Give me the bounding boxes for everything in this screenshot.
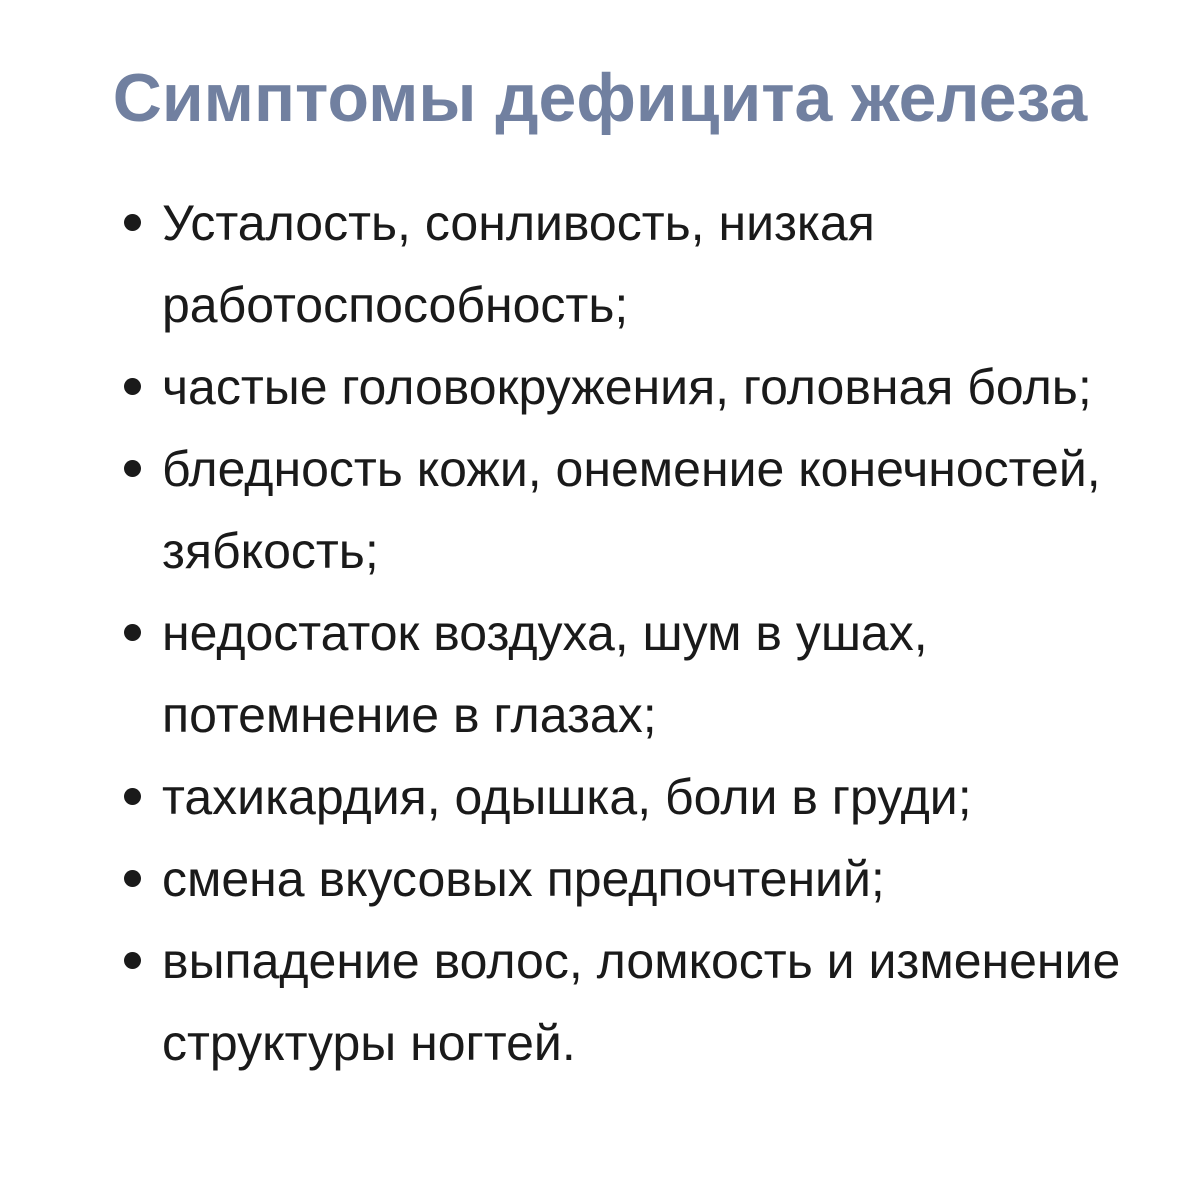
list-item-text: Усталость, сонливость, низкая работоспособность;	[162, 195, 875, 333]
list-item-text: тахикардия, одышка, боли в груди;	[162, 769, 972, 825]
list-item	[120, 182, 1160, 346]
list-item	[120, 346, 1160, 428]
list-item-text: смена вкусовых предпочтений;	[162, 851, 885, 907]
list-item	[120, 838, 1160, 920]
list-item-text: бледность кожи, онемение конечностей, зябкость;	[162, 441, 1101, 579]
list-item-text: недостаток воздуха, шум в ушах, потемнение в глазах;	[162, 605, 928, 743]
list-item	[120, 920, 1160, 1084]
list-item	[120, 428, 1160, 592]
bullet-icon	[124, 460, 141, 477]
bullet-icon	[124, 624, 141, 641]
symptoms-list	[120, 182, 1160, 1084]
list-item-text: выпадение волос, ломкость и изменение структуры ногтей.	[162, 933, 1121, 1071]
bullet-icon	[124, 788, 141, 805]
bullet-icon	[124, 214, 141, 231]
list-item	[120, 592, 1160, 756]
page-title: Симптомы дефицита железа	[112, 60, 1088, 136]
list-item	[120, 756, 1160, 838]
bullet-icon	[124, 870, 141, 887]
bullet-icon	[124, 378, 141, 395]
list-item-text: частые головокружения, головная боль;	[162, 359, 1092, 415]
bullet-icon	[124, 952, 141, 969]
